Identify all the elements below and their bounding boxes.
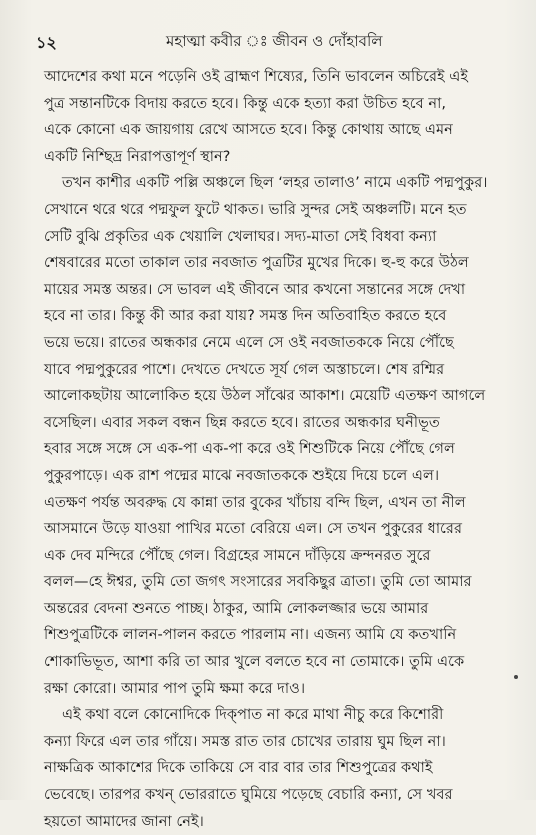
margin-ink-dot [514, 675, 518, 679]
text-line: কন্যা ফিরে এল তার গাঁয়ে। সমস্ত রাত তার চোখের তারায় ঘুম ছিল না। [44, 732, 446, 750]
text-line: বসেছিল। এবার সকল বন্ধন ছিন্ন করতে হবে। রাতের অন্ধকার ঘনীভূত [44, 413, 440, 431]
text-line: আসমানে উড়ে যাওয়া পাখির মতো বেরিয়ে এল। সে তখন পুকুরের ধারের [44, 520, 462, 538]
text-line: আলোকছটায় আলোকিত হয়ে উঠল সাঁঝের আকাশ। মেয়েটি এতক্ষণ আগলে [44, 387, 486, 405]
text-line: নাক্ষত্রিক আকাশের দিকে তাকিয়ে সে বার বার তার শিশুপুত্রের কথাই [44, 759, 433, 777]
running-title: মহাত্মা কবীর ঃ জীবন ও দোঁহাবলি [166, 32, 383, 50]
text-line: বলল—হে ঈশ্বর, তুমি তো জগৎ সংসারের সবকিছুর ত্রাতা। তুমি তো আমার [44, 573, 472, 591]
text-line: ভেবেছে। তারপর কখন্‌ ভোররাতে ঘুমিয়ে পড়েছে বেচারি কন্যা, সে খবর [44, 786, 453, 804]
text-line: সেখানে থরে থরে পদ্মফুল ফুটে থাকত। ভারি সুন্দর সেই অঞ্চলটি। মনে হত [44, 200, 467, 218]
text-line: হয়তো আমাদের জানা নেই। [44, 812, 204, 830]
paragraph-start-line: এই কথা বলে কোনোদিকে দিক্‌পাত না করে মাথা নীচু করে কিশোরী [62, 706, 444, 724]
body-text [44, 64, 506, 835]
page-number: ১২ [36, 33, 57, 52]
text-line: হবে না তার। কিন্তু কী আর করা যায়? সমস্ত দিন অতিবাহিত করতে হবে [44, 307, 447, 325]
text-line: আদেশের কথা মনে পড়েনি ওই ব্রাহ্মণ শিষ্যের, তিনি ভাবলেন অচিরেই এই [44, 68, 468, 85]
text-line: হবার সঙ্গে সঙ্গে সে এক-পা এক-পা করে ওই শিশুটিকে নিয়ে পৌঁছে গেল [44, 440, 455, 458]
text-line: সেটি বুঝি প্রকৃতির এক খেয়ালি খেলাঘর। সদ্য-মাতা সেই বিধবা কন্যা [44, 227, 437, 245]
text-line: রক্ষা কোরো। আমার পাপ তুমি ক্ষমা করে দাও। [44, 679, 306, 697]
text-line: এতক্ষণ পর্যন্ত অবরুদ্ধ যে কান্না তার বুকের খাঁচায় বন্দি ছিল, এখন তা নীল [44, 493, 466, 511]
text-line: শেষবারের মতো তাকাল তার নবজাত পুত্রটির মুখের দিকে। হু-হু করে উঠল [44, 254, 469, 272]
text-line: পুকুরপাড়ে। এক রাশ পদ্মের মাঝে নবজাতককে শুইয়ে দিয়ে চলে এল। [44, 466, 440, 484]
text-line: মায়ের সমস্ত অন্তর। সে ভাবল এই জীবনে আর কখনো সন্তানের সঙ্গে দেখা [44, 280, 466, 298]
text-line: শোকাভিভূত, আশা করি তা আর খুলে বলতে হবে না তোমাকে। তুমি একে [44, 653, 465, 671]
text-line: একটি নিশ্ছিদ্র নিরাপত্তাপূর্ণ স্থান? [44, 147, 231, 165]
text-line: ভয়ে ভয়ে। রাতের অন্ধকার নেমে এলে সে ওই নবজাতককে নিয়ে পৌঁছে [44, 333, 454, 351]
text-line: অন্তরের বেদনা শুনতে পাচ্ছ। ঠাকুর, আমি লোকলজ্জার ভয়ে আমার [44, 599, 429, 617]
text-line: একে কোনো এক জায়গায় রেখে আসতে হবে। কিন্তু কোথায় আছে এমন [44, 121, 453, 139]
text-line: শিশুপুত্রটিকে লালন-পালন করতে পারলাম না। এজন্য আমি যে কতখানি [44, 626, 457, 644]
text-line: এক দেব মন্দিরে পৌঁছে গেল। বিগ্রহের সামনে দাঁড়িয়ে ক্রন্দনরত সুরে [44, 546, 431, 564]
page-header [36, 30, 500, 56]
paragraph-start-line: তখন কাশীর একটি পল্লি অঞ্চলে ছিল ‘লহর তালাও’ নামে একটি পদ্মপুকুর। [62, 174, 488, 192]
text-line: পুত্র সন্তানটিকে বিদায় করতে হবে। কিন্তু একে হত্যা করা উচিত হবে না, [44, 94, 446, 112]
text-line: যাবে পদ্মপুকুরের পাশে। দেখতে দেখতে সূর্য গেল অস্তাচলে। শেষ রশ্মির [44, 360, 445, 378]
